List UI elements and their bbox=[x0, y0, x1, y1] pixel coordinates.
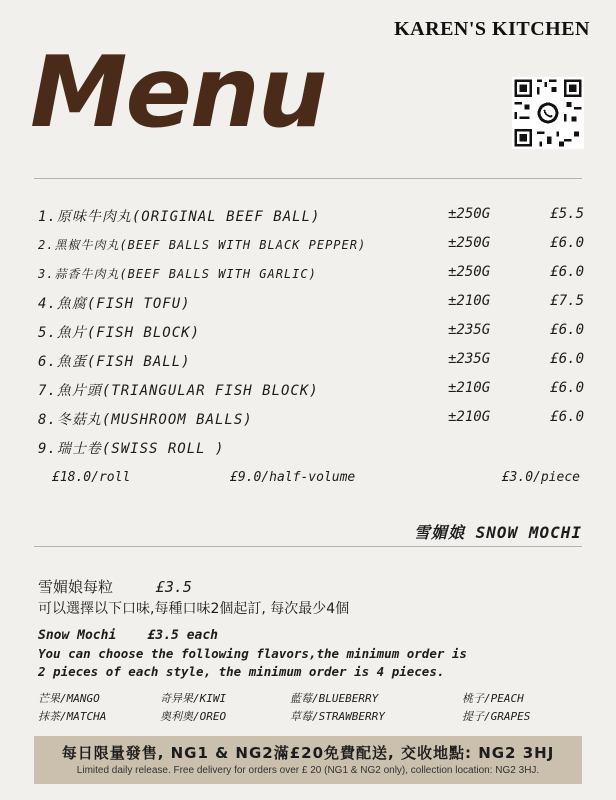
item-price: £6.0 bbox=[550, 235, 584, 251]
flavor-mango: 芒果/MANGO bbox=[38, 692, 100, 705]
item-price: £6.0 bbox=[550, 409, 584, 425]
item-name: 6.魚蛋(FISH BALL) bbox=[38, 354, 191, 370]
menu-item-5 bbox=[38, 322, 584, 346]
flavor-matcha: 抹茶/MATCHA bbox=[38, 710, 107, 723]
item-weight: ±210G bbox=[448, 380, 491, 396]
mochi-en-note-2: 2 pieces of each style, the minimum order is 4 pieces. bbox=[38, 664, 445, 679]
item-name: 5.魚片(FISH BLOCK) bbox=[38, 325, 201, 341]
page-title: Menu bbox=[30, 36, 326, 150]
mochi-zh-price: £3.5 bbox=[155, 578, 192, 596]
item-weight: ±250G bbox=[448, 264, 491, 280]
flavor-oreo: 奥利奥/OREO bbox=[160, 710, 227, 723]
item-weight: ±210G bbox=[448, 409, 491, 425]
menu-item-4 bbox=[38, 293, 584, 317]
item-weight: ±235G bbox=[448, 351, 491, 367]
item-weight: ±210G bbox=[448, 293, 491, 309]
menu-item-6 bbox=[38, 351, 584, 375]
item-name: 7.魚片頭(TRIANGULAR FISH BLOCK) bbox=[38, 383, 319, 399]
snow-mochi-heading: 雪媚娘 SNOW MOCHI bbox=[414, 523, 582, 542]
mochi-en-note-1: You can choose the following flavors,the minimum order is bbox=[38, 646, 467, 661]
footer-banner bbox=[34, 736, 582, 784]
brand-name: KAREN'S KITCHEN bbox=[394, 18, 590, 40]
item-price: £6.0 bbox=[550, 322, 584, 338]
item-weight: ±235G bbox=[448, 322, 491, 338]
flavor-blueberry: 藍莓/BLUEBERRY bbox=[290, 692, 379, 705]
mochi-en-price-line: Snow Mochi £3.5 each bbox=[38, 628, 219, 643]
item-name: 1.原味牛肉丸(ORIGINAL BEEF BALL) bbox=[38, 209, 321, 225]
swiss-roll-price-roll: £18.0/roll bbox=[52, 470, 131, 485]
item-price: £6.0 bbox=[550, 351, 584, 367]
item-price: £7.5 bbox=[550, 293, 584, 309]
swiss-roll-price-piece: £3.0/piece bbox=[501, 470, 580, 485]
item-name: 9.瑞士卷(SWISS ROLL ) bbox=[38, 441, 225, 457]
item-weight: ±250G bbox=[448, 235, 491, 251]
item-price: £6.0 bbox=[550, 380, 584, 396]
item-name: 2.黑椒牛肉丸(BEEF BALLS WITH BLACK PEPPER) bbox=[38, 238, 367, 252]
mochi-zh-note: 可以選擇以下口味,每種口味2個起訂, 每次最少4個 bbox=[38, 601, 350, 617]
item-price: £5.5 bbox=[550, 206, 584, 222]
swiss-roll-price-half: £9.0/half-volume bbox=[230, 470, 356, 485]
menu-item-2 bbox=[38, 235, 584, 259]
item-weight: ±250G bbox=[448, 206, 491, 222]
menu-item-1 bbox=[38, 206, 584, 230]
item-name: 8.冬菇丸(MUSHROOM BALLS) bbox=[38, 412, 253, 428]
footer-en: Limited daily release. Free delivery for orders over £ 20 (NG1 & NG2 only), collection location: NG2 3HJ. bbox=[76, 765, 540, 776]
flavor-kiwi: 奇异果/KIWI bbox=[160, 692, 227, 705]
top-divider bbox=[34, 178, 582, 179]
mochi-zh-price-line bbox=[38, 576, 192, 597]
menu-item-8 bbox=[38, 409, 584, 433]
flavor-strawberry: 草莓/STRAWBERRY bbox=[290, 710, 385, 723]
flavor-peach: 桃子/PEACH bbox=[462, 692, 524, 705]
item-name: 3.蒜香牛肉丸(BEEF BALLS WITH GARLIC) bbox=[38, 267, 317, 281]
menu-item-7 bbox=[38, 380, 584, 404]
mochi-divider bbox=[34, 546, 582, 547]
footer-zh: 每日限量發售, NG1 & NG2滿£20免費配送, 交收地點: NG2 3HJ bbox=[61, 744, 555, 762]
menu-item-9 bbox=[38, 438, 584, 462]
mochi-zh-price-label: 雪媚娘每粒 bbox=[38, 578, 114, 596]
item-price: £6.0 bbox=[550, 264, 584, 280]
item-name: 4.魚腐(FISH TOFU) bbox=[38, 296, 191, 312]
flavor-grapes: 提子/GRAPES bbox=[462, 710, 531, 723]
menu-item-3 bbox=[38, 264, 584, 288]
qr-code-icon[interactable] bbox=[512, 77, 584, 149]
